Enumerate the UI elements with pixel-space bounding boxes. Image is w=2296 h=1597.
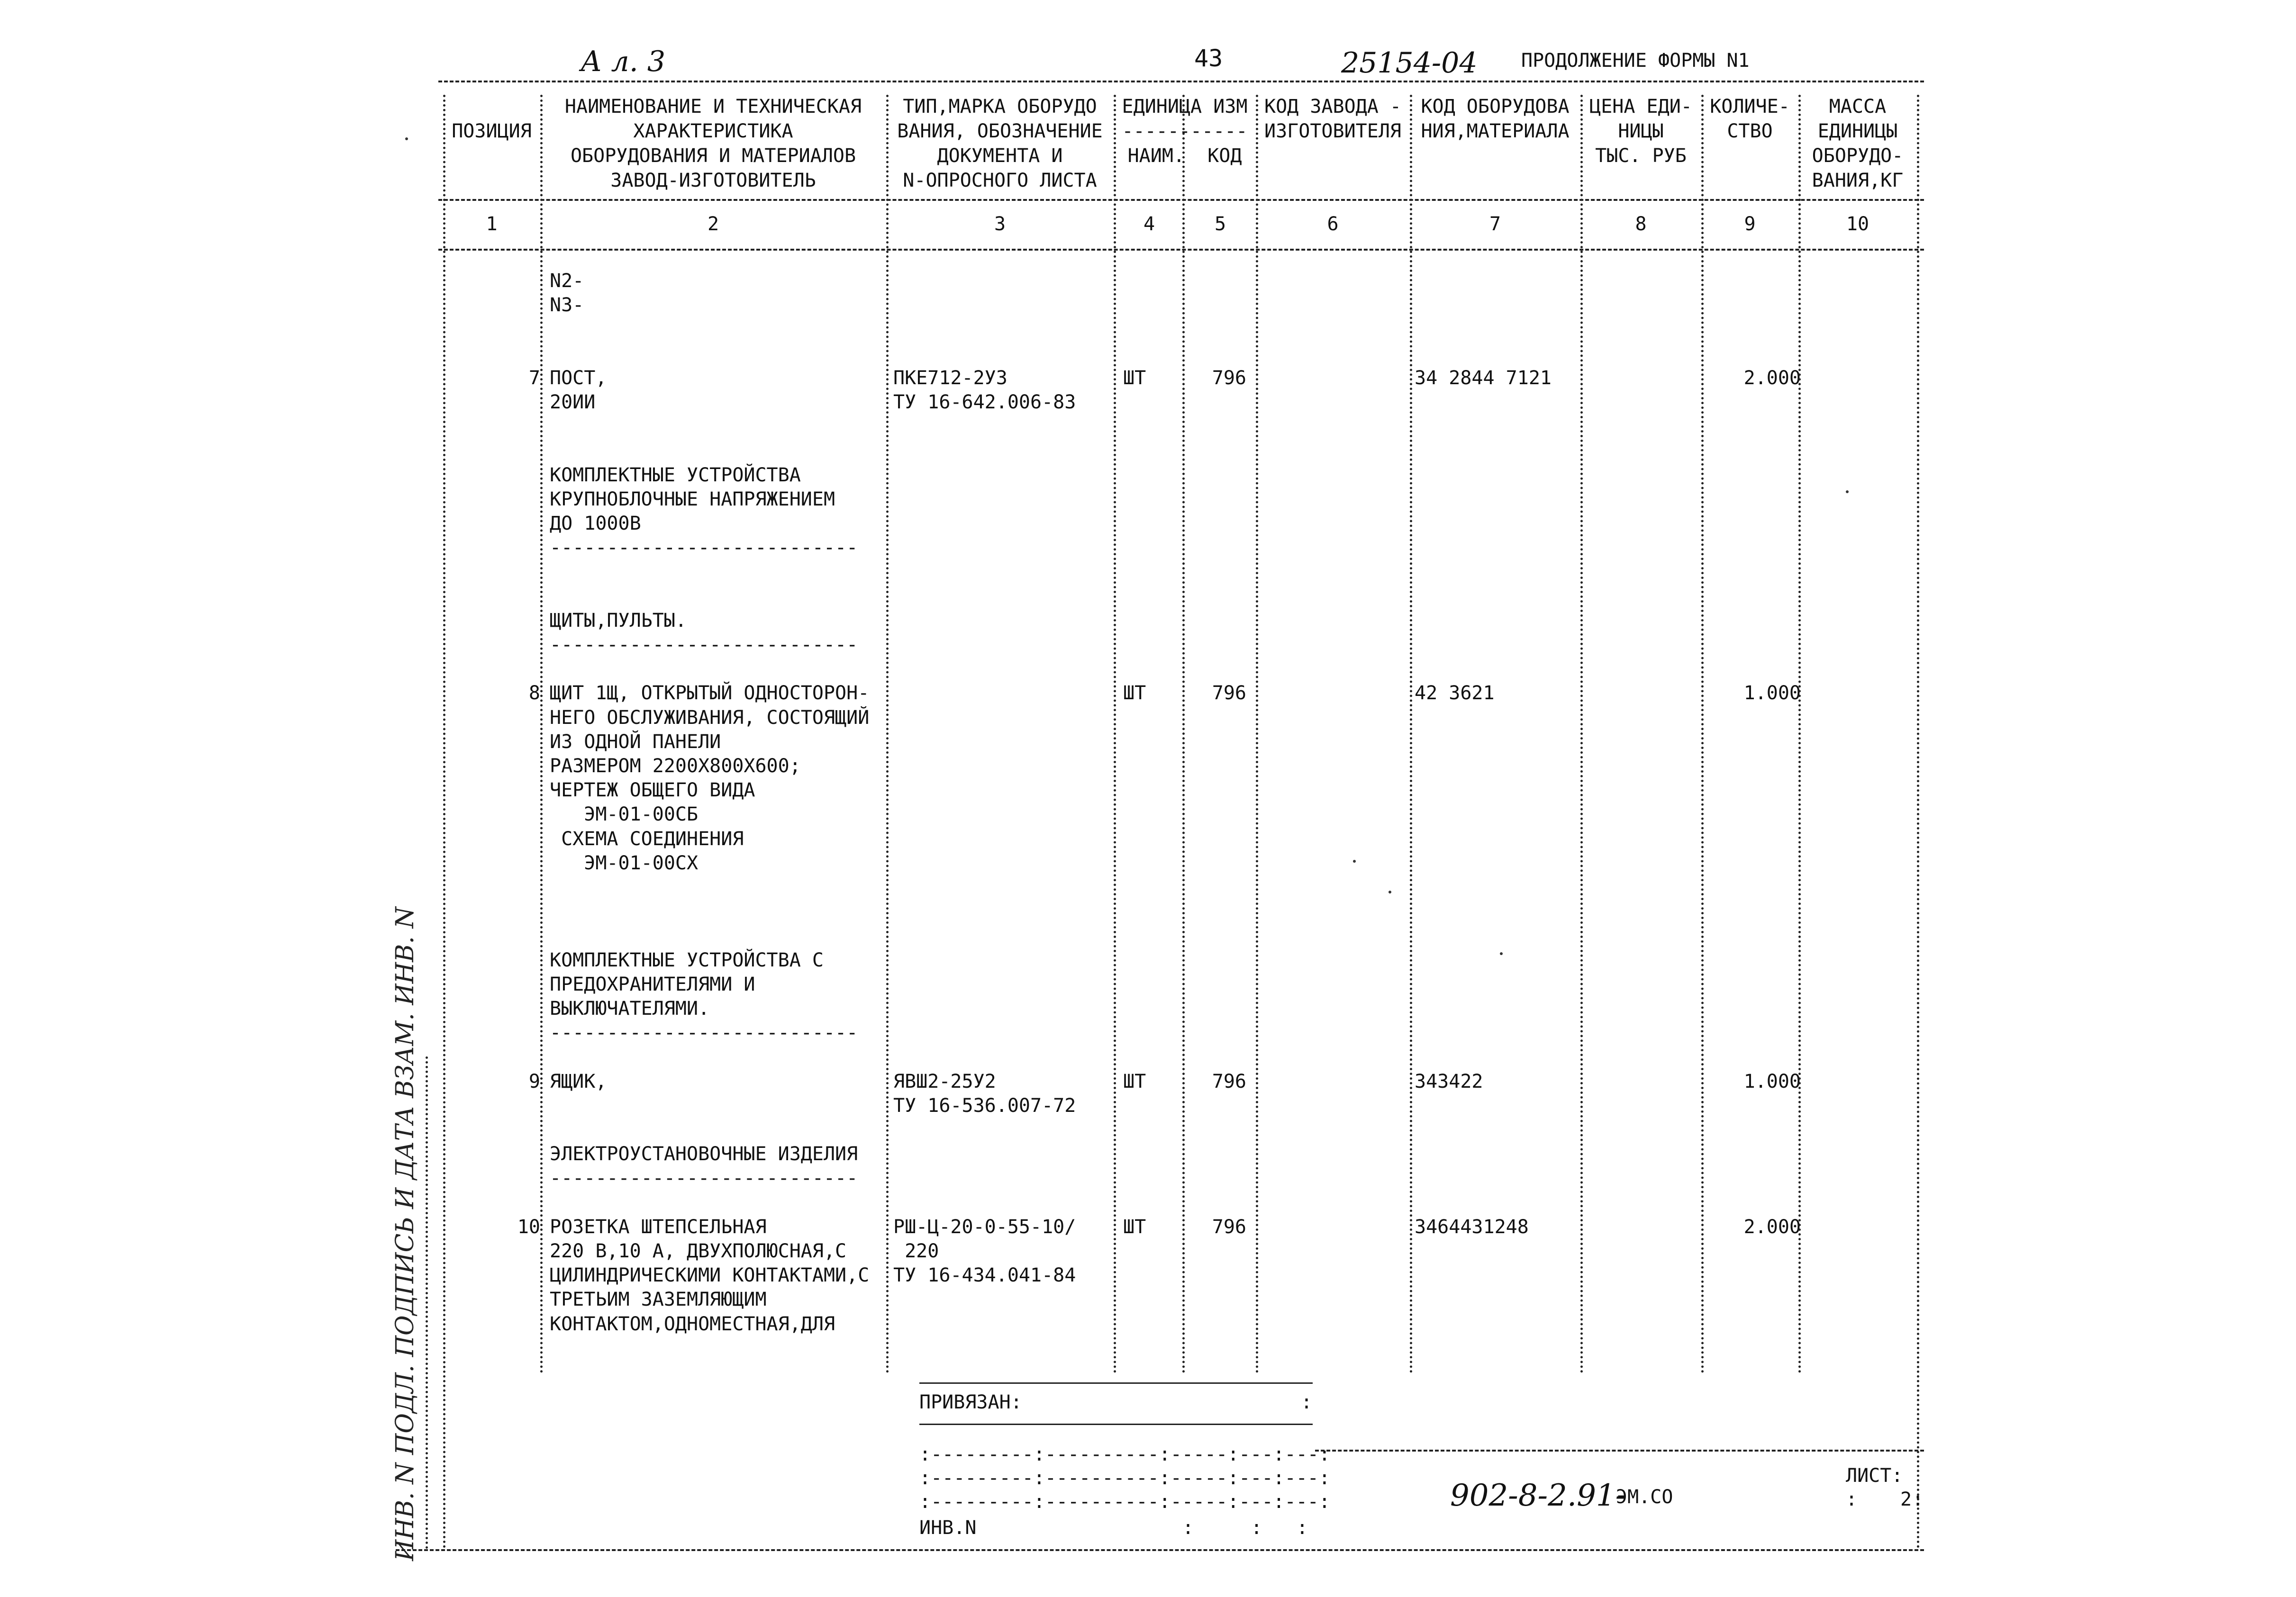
header-cell-col3: ДОКУМЕНТА И bbox=[937, 145, 1063, 167]
separator-c4 bbox=[1182, 95, 1185, 1374]
row-c3: РШ-Ц-20-0-55-10/ bbox=[893, 1216, 1076, 1238]
row-c3: ПКЕ712-2У3 bbox=[893, 367, 1007, 389]
row-c1: 9 bbox=[528, 1071, 540, 1092]
column-number: 9 bbox=[1744, 213, 1756, 235]
stamp-rule bbox=[1315, 1450, 1924, 1452]
row-c2: КРУПНОБЛОЧНЫЕ НАПРЯЖЕНИЕМ bbox=[550, 488, 835, 510]
row-c7: 3464431248 bbox=[1415, 1216, 1529, 1238]
row-c7: 42 3621 bbox=[1415, 682, 1495, 704]
row-c2: ЦИЛИНДРИЧЕСКИМИ КОНТАКТАМИ,С bbox=[550, 1264, 870, 1286]
column-number: 2 bbox=[707, 213, 719, 235]
row-c3: ТУ 16-642.006-83 bbox=[893, 391, 1076, 413]
header-cell-col10: МАССА bbox=[1829, 96, 1887, 117]
column-number: 8 bbox=[1635, 213, 1647, 235]
row-c3: 220 bbox=[893, 1240, 939, 1262]
project-code: 25154-04 bbox=[1341, 46, 1478, 80]
header-cell-col9: СТВО bbox=[1727, 120, 1773, 142]
row-c2: ТРЕТЬИМ ЗАЗЕМЛЯЮЩИМ bbox=[550, 1289, 767, 1310]
row-c2: ЧЕРТЕЖ ОБЩЕГО ВИДА bbox=[550, 779, 755, 801]
header-cell-col2: ХАРАКТЕРИСТИКА bbox=[633, 120, 793, 142]
row-c5: 796 bbox=[1212, 1071, 1246, 1092]
column-number: 7 bbox=[1489, 213, 1501, 235]
separator-c7 bbox=[1580, 95, 1583, 1374]
stamp-grid: :---------:----------:-----:---:---: bbox=[919, 1467, 1330, 1489]
row-c3: ЯВШ2-25У2 bbox=[893, 1071, 996, 1092]
separator-right bbox=[1917, 95, 1919, 1549]
doc-suffix: ЭМ.СО bbox=[1616, 1486, 1673, 1508]
stamp-line bbox=[919, 1424, 1313, 1425]
header-cell-col1: ПОЗИЦИЯ bbox=[452, 120, 532, 142]
header-cell-col9: КОЛИЧЕ- bbox=[1710, 96, 1790, 117]
inv-label: ИНВ.N bbox=[919, 1517, 977, 1539]
row-c5: 796 bbox=[1212, 682, 1246, 704]
separator-c1 bbox=[540, 95, 543, 1374]
row-c2: N3- bbox=[550, 294, 584, 316]
row-c4: ШТ bbox=[1123, 682, 1146, 704]
row-c9: 1.000 bbox=[1743, 682, 1801, 704]
sheet-sep: : bbox=[1846, 1489, 1858, 1510]
row-c4: ШТ bbox=[1123, 1071, 1146, 1092]
row-c2: ПОСТ, bbox=[550, 367, 607, 389]
header-cell-col8: ТЫС. РУБ bbox=[1595, 145, 1687, 167]
row-c1: 7 bbox=[528, 367, 540, 389]
row-c9: 2.000 bbox=[1743, 367, 1801, 389]
row-c2: НЕГО ОБСЛУЖИВАНИЯ, СОСТОЯЩИЙ bbox=[550, 707, 870, 729]
row-c1: 8 bbox=[528, 682, 540, 704]
separator-left bbox=[443, 95, 445, 1549]
separator-c6 bbox=[1410, 95, 1412, 1374]
stamp-grid: :---------:----------:-----:---:---: bbox=[919, 1491, 1330, 1513]
column-number: 3 bbox=[994, 213, 1006, 235]
row-c2: РАЗМЕРОМ 2200Х800Х600; bbox=[550, 755, 801, 777]
header-cell-col2: ОБОРУДОВАНИЯ И МАТЕРИАЛОВ bbox=[570, 145, 856, 167]
side-stamp-border bbox=[426, 1056, 428, 1549]
sheet-number: 2 bbox=[1900, 1489, 1912, 1510]
header-cell-col6: КОД ЗАВОДА - bbox=[1264, 96, 1401, 117]
row-c2: ДО 1000В bbox=[550, 513, 641, 534]
row-c2: ЭМ-01-00СБ bbox=[550, 803, 699, 825]
row-c7: 34 2844 7121 bbox=[1415, 367, 1552, 389]
bound-label: ПРИВЯЗАН: bbox=[919, 1391, 1022, 1413]
section-rule: --------------------------- bbox=[550, 634, 858, 656]
header-cell-col10: ВАНИЯ,КГ bbox=[1812, 170, 1904, 191]
header-cell-col2: ЗАВОД-ИЗГОТОВИТЕЛЬ bbox=[610, 170, 816, 191]
section-rule: --------------------------- bbox=[550, 1167, 858, 1189]
header-cell-col8: ЦЕНА ЕДИ- bbox=[1589, 96, 1692, 117]
header-cell-col8: НИЦЫ bbox=[1618, 120, 1664, 142]
stamp-grid: :---------:----------:-----:---:---: bbox=[919, 1444, 1330, 1465]
stamp-grid: : : : bbox=[1182, 1517, 1308, 1539]
header-cell-col45: ----------- bbox=[1122, 120, 1248, 142]
row-c2: ИЗ ОДНОЙ ПАНЕЛИ bbox=[550, 731, 721, 753]
row-c2: КОМПЛЕКТНЫЕ УСТРОЙСТВА bbox=[550, 464, 801, 486]
separator-c9 bbox=[1798, 95, 1801, 1374]
row-c3: ТУ 16-536.007-72 bbox=[893, 1095, 1076, 1117]
row-c2: КОМПЛЕКТНЫЕ УСТРОЙСТВА С bbox=[550, 949, 824, 971]
header-cell-col7: НИЯ,МАТЕРИАЛА bbox=[1421, 120, 1570, 142]
separator-c3 bbox=[1114, 95, 1116, 1374]
doc-number: 902-8-2.91- bbox=[1450, 1478, 1626, 1513]
column-number: 5 bbox=[1214, 213, 1226, 235]
row-c2: ВЫКЛЮЧАТЕЛЯМИ. bbox=[550, 998, 710, 1020]
separator-c5 bbox=[1256, 95, 1258, 1374]
side-stamp: ИНВ. N ПОДЛ. ПОДПИСЬ И ДАТА ВЗАМ. ИНВ. N bbox=[391, 907, 419, 1561]
header-cell-col7: КОД ОБОРУДОВА bbox=[1421, 96, 1570, 117]
bottom-rule bbox=[396, 1549, 1924, 1551]
scan-speck bbox=[405, 137, 408, 140]
sheet-label: ЛИСТ: bbox=[1846, 1465, 1903, 1487]
sheet-sep: : bbox=[1912, 1489, 1924, 1510]
bound-colon: : bbox=[1301, 1391, 1313, 1413]
column-number: 6 bbox=[1327, 213, 1339, 235]
row-c1: 10 bbox=[517, 1216, 540, 1238]
row-c2: 220 В,10 А, ДВУХПОЛЮСНАЯ,С bbox=[550, 1240, 847, 1262]
row-c9: 1.000 bbox=[1743, 1071, 1801, 1092]
row-c5: 796 bbox=[1212, 367, 1246, 389]
row-c4: ШТ bbox=[1123, 367, 1146, 389]
header-cell-col2: НАИМЕНОВАНИЕ И ТЕХНИЧЕСКАЯ bbox=[564, 96, 862, 117]
row-c2: ЭЛЕКТРОУСТАНОВОЧНЫЕ ИЗДЕЛИЯ bbox=[550, 1143, 858, 1165]
header-cell-col3: ТИП,МАРКА ОБОРУДО bbox=[903, 96, 1097, 117]
stamp-line bbox=[919, 1382, 1313, 1384]
header-cell-col3: ВАНИЯ, ОБОЗНАЧЕНИЕ bbox=[897, 120, 1103, 142]
row-c2: 20ИИ bbox=[550, 391, 596, 413]
page-number: 43 bbox=[1194, 45, 1223, 72]
row-c2: СХЕМА СОЕДИНЕНИЯ bbox=[550, 828, 744, 850]
row-c2: ЩИТЫ,ПУЛЬТЫ. bbox=[550, 610, 687, 632]
scan-speck bbox=[1388, 891, 1391, 893]
column-number: 4 bbox=[1143, 213, 1155, 235]
album-mark: А л. 3 bbox=[581, 45, 666, 78]
column-number: 10 bbox=[1846, 213, 1869, 235]
top-rule bbox=[438, 81, 1924, 82]
row-c7: 343422 bbox=[1415, 1071, 1483, 1092]
separator-c8 bbox=[1701, 95, 1704, 1374]
section-rule: --------------------------- bbox=[550, 537, 858, 559]
header-cell-col45: ЕДИНИЦА ИЗМ bbox=[1122, 96, 1248, 117]
row-c9: 2.000 bbox=[1743, 1216, 1801, 1238]
header-cell-col10: ЕДИНИЦЫ bbox=[1817, 120, 1898, 142]
row-c2: ЯЩИК, bbox=[550, 1071, 607, 1092]
row-c2: РОЗЕТКА ШТЕПСЕЛЬНАЯ bbox=[550, 1216, 767, 1238]
row-c5: 796 bbox=[1212, 1216, 1246, 1238]
column-number: 1 bbox=[486, 213, 498, 235]
row-c2: ЩИТ 1Щ, ОТКРЫТЫЙ ОДНОСТОРОН- bbox=[550, 682, 870, 704]
section-rule: --------------------------- bbox=[550, 1022, 858, 1044]
header-cell-col45: НАИМ. КОД bbox=[1127, 145, 1242, 167]
row-c4: ШТ bbox=[1123, 1216, 1146, 1238]
separator-c2 bbox=[886, 95, 889, 1374]
row-c3: ТУ 16-434.041-84 bbox=[893, 1264, 1076, 1286]
scan-speck bbox=[1500, 952, 1503, 955]
header-cell-col10: ОБОРУДО- bbox=[1812, 145, 1904, 167]
form-title: ПРОДОЛЖЕНИЕ ФОРМЫ N1 bbox=[1521, 50, 1750, 72]
row-c2: КОНТАКТОМ,ОДНОМЕСТНАЯ,ДЛЯ bbox=[550, 1313, 835, 1335]
header-cell-col6: ИЗГОТОВИТЕЛЯ bbox=[1264, 120, 1401, 142]
row-c2: N2- bbox=[550, 270, 584, 292]
scan-speck bbox=[1846, 490, 1849, 493]
row-c2: ПРЕДОХРАНИТЕЛЯМИ И bbox=[550, 974, 755, 995]
scan-speck bbox=[1353, 860, 1356, 863]
header-cell-col3: N-ОПРОСНОГО ЛИСТА bbox=[903, 170, 1097, 191]
row-c2: ЭМ-01-00СХ bbox=[550, 852, 699, 874]
